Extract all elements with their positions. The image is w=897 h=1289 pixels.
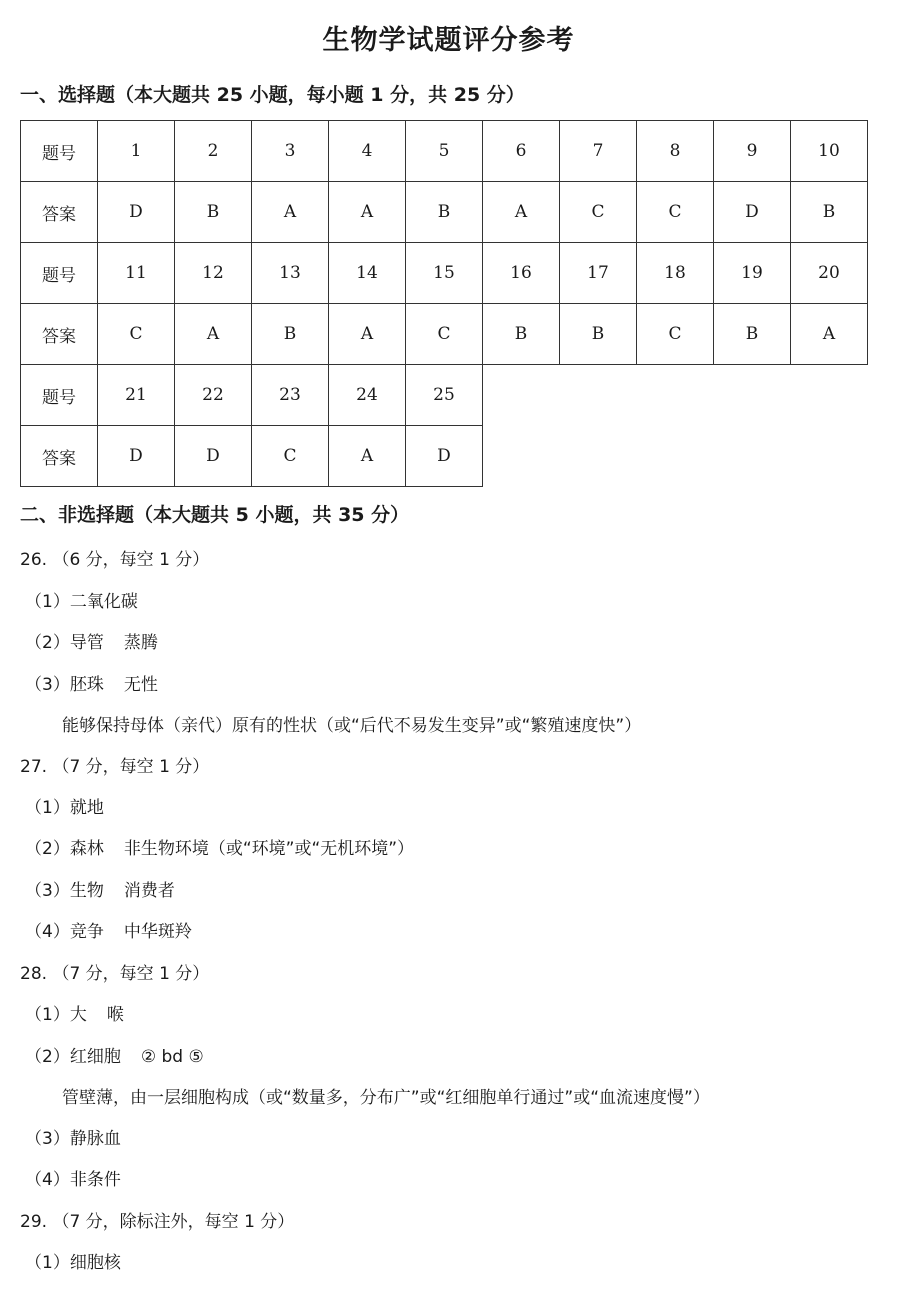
empty-cell	[483, 365, 560, 426]
answer-table-row	[21, 243, 868, 304]
empty-cell	[637, 365, 714, 426]
answer-table-row	[21, 304, 868, 365]
q29-part1: （1）细胞核	[25, 1253, 121, 1273]
question-number-cell: 6	[483, 121, 560, 182]
answer-cell: D	[175, 426, 252, 487]
q26-part3-answer-b: 无性	[123, 675, 158, 695]
answer-cell: D	[98, 182, 175, 243]
q26-part2	[25, 628, 158, 653]
q27-heading: 27. （7 分，每空 1 分）	[20, 757, 210, 777]
empty-cell	[714, 426, 791, 487]
answer-cell: D	[714, 182, 791, 243]
q27-part3-answer-a: （3）生物	[25, 881, 104, 901]
question-number-cell: 7	[560, 121, 637, 182]
q28-part4: （4）非条件	[25, 1170, 121, 1190]
empty-cell	[560, 365, 637, 426]
answer-cell: B	[175, 182, 252, 243]
q28-part2-answer-a: （2）红细胞	[25, 1047, 121, 1067]
question-number-cell: 25	[406, 365, 483, 426]
q29-heading: 29. （7 分，除标注外，每空 1 分）	[20, 1212, 295, 1232]
answer-cell: B	[483, 304, 560, 365]
page-title: 生物学试题评分参考	[322, 25, 575, 56]
q28-part1-answer-a: （1）大	[25, 1005, 87, 1025]
answer-cell: B	[406, 182, 483, 243]
q26-heading: 26. （6 分，每空 1 分）	[20, 550, 210, 570]
q26-part3	[25, 670, 158, 695]
answer-cell: C	[252, 426, 329, 487]
question-number-cell: 22	[175, 365, 252, 426]
question-number-cell: 8	[637, 121, 714, 182]
section2-heading: 二、非选择题（本大题共 5 小题，共 35 分）	[20, 504, 410, 526]
answer-table-row	[21, 182, 868, 243]
answer-cell: D	[98, 426, 175, 487]
q27-part3	[25, 876, 175, 901]
question-number-cell: 1	[98, 121, 175, 182]
empty-cell	[714, 365, 791, 426]
question-number-cell: 12	[175, 243, 252, 304]
question-number-cell: 18	[637, 243, 714, 304]
q28-part3: （3）静脉血	[25, 1129, 121, 1149]
answer-cell: B	[560, 304, 637, 365]
q28-part2	[25, 1042, 204, 1067]
answer-table	[20, 120, 868, 487]
answer-cell: C	[560, 182, 637, 243]
q27-part2	[25, 834, 414, 859]
answer-cell: C	[637, 304, 714, 365]
empty-cell	[791, 426, 868, 487]
answer-table-row	[21, 365, 868, 426]
answer-cell: C	[406, 304, 483, 365]
q27-part2-answer-a: （2）森林	[25, 839, 104, 859]
q26-part3-answer-a: （3）胚珠	[25, 675, 104, 695]
row-label-number: 题号	[21, 365, 98, 426]
question-number-cell: 23	[252, 365, 329, 426]
answer-table-row	[21, 121, 868, 182]
q26-part2-answer-a: （2）导管	[25, 633, 104, 653]
q28-part1	[25, 1000, 124, 1025]
empty-cell	[483, 426, 560, 487]
q27-part4	[25, 917, 192, 942]
question-number-cell: 17	[560, 243, 637, 304]
section1-heading: 一、选择题（本大题共 25 小题，每小题 1 分，共 25 分）	[20, 84, 525, 106]
answer-cell: D	[406, 426, 483, 487]
q27-part3-answer-b: 消费者	[123, 881, 175, 901]
question-number-cell: 13	[252, 243, 329, 304]
question-number-cell: 20	[791, 243, 868, 304]
question-number-cell: 19	[714, 243, 791, 304]
question-number-cell: 24	[329, 365, 406, 426]
row-label-answer: 答案	[21, 426, 98, 487]
answer-cell: A	[252, 182, 329, 243]
answer-cell: A	[791, 304, 868, 365]
empty-cell	[637, 426, 714, 487]
answer-cell: B	[714, 304, 791, 365]
empty-cell	[791, 365, 868, 426]
question-number-cell: 11	[98, 243, 175, 304]
q26-part3-explanation: 能够保持母体（亲代）原有的性状（或“后代不易发生变异”或“繁殖速度快”）	[62, 716, 642, 736]
answer-table-row	[21, 426, 868, 487]
q28-part2-answer-b: ② bd ⑤	[140, 1047, 204, 1067]
question-number-cell: 15	[406, 243, 483, 304]
q27-part4-answer-b: 中华斑羚	[123, 922, 192, 942]
answer-cell: B	[252, 304, 329, 365]
answer-cell: A	[329, 304, 406, 365]
question-number-cell: 3	[252, 121, 329, 182]
q28-part1-answer-b: 喉	[106, 1005, 124, 1025]
question-number-cell: 9	[714, 121, 791, 182]
q28-heading: 28. （7 分，每空 1 分）	[20, 964, 210, 984]
answer-cell: C	[637, 182, 714, 243]
question-number-cell: 16	[483, 243, 560, 304]
question-number-cell: 4	[329, 121, 406, 182]
answer-cell: A	[483, 182, 560, 243]
question-number-cell: 5	[406, 121, 483, 182]
q27-part1: （1）就地	[25, 798, 104, 818]
question-number-cell: 21	[98, 365, 175, 426]
answer-cell: A	[329, 426, 406, 487]
row-label-number: 题号	[21, 121, 98, 182]
empty-cell	[560, 426, 637, 487]
question-number-cell: 2	[175, 121, 252, 182]
q26-part2-answer-b: 蒸腾	[123, 633, 158, 653]
answer-cell: A	[175, 304, 252, 365]
row-label-answer: 答案	[21, 182, 98, 243]
q28-part2-explanation: 管壁薄，由一层细胞构成（或“数量多，分布广”或“红细胞单行通过”或“血流速度慢”）	[62, 1088, 710, 1108]
question-number-cell: 14	[329, 243, 406, 304]
answer-cell: B	[791, 182, 868, 243]
row-label-answer: 答案	[21, 304, 98, 365]
answer-cell: A	[329, 182, 406, 243]
q27-part2-answer-b: 非生物环境（或“环境”或“无机环境”）	[123, 839, 415, 859]
q26-part1: （1）二氧化碳	[25, 592, 138, 612]
row-label-number: 题号	[21, 243, 98, 304]
answer-cell: C	[98, 304, 175, 365]
q27-part4-answer-a: （4）竞争	[25, 922, 104, 942]
question-number-cell: 10	[791, 121, 868, 182]
